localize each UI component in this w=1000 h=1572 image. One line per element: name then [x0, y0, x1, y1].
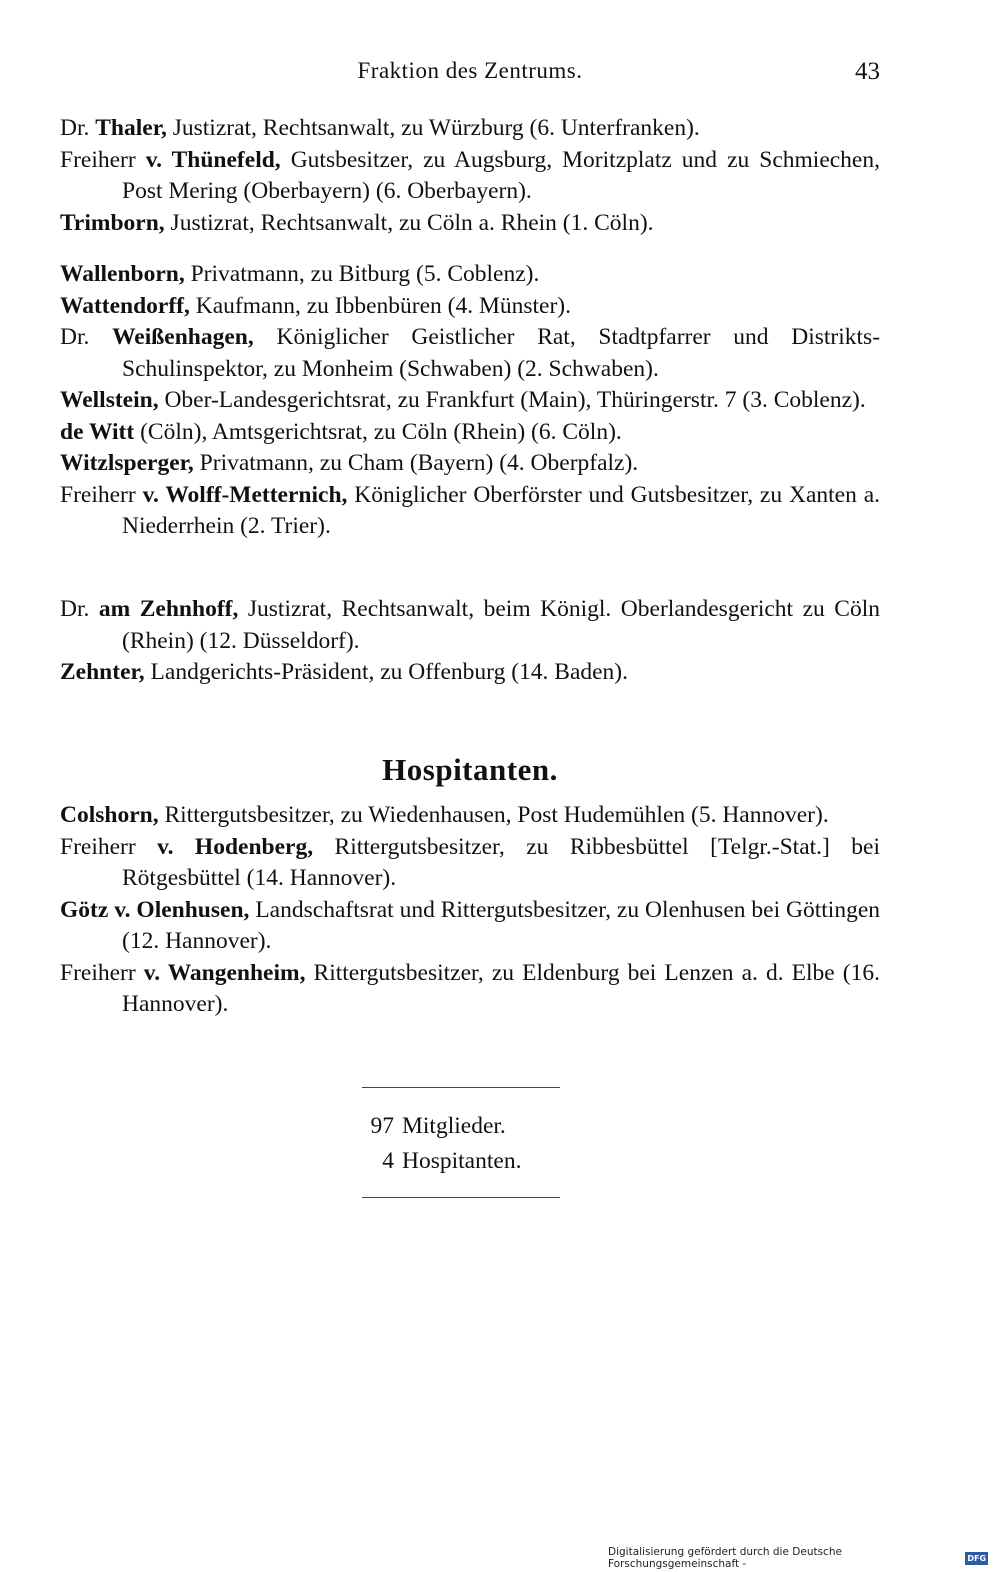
entry-name: v. Hodenberg,	[157, 833, 314, 860]
list-entry	[60, 385, 880, 417]
entry-name: Götz v. Olenhusen,	[60, 896, 250, 923]
entry-name: Colshorn,	[60, 802, 159, 828]
summary-count: 4	[382, 1148, 394, 1174]
entry-title-prefix: Freiherr	[60, 481, 136, 508]
summary-row-members	[360, 1109, 620, 1144]
list-entry	[60, 291, 880, 323]
digitization-footer	[608, 1546, 988, 1570]
entry-details: Privatmann, zu Cham (Bayern) (4. Oberpfalz).	[199, 450, 639, 476]
entry-title-prefix: Dr.	[60, 115, 90, 141]
entry-name: Zehnter,	[60, 659, 145, 685]
entry-title-prefix: Freiherr	[60, 959, 136, 986]
running-title: Fraktion des Zentrums.	[357, 58, 583, 83]
list-entry	[60, 832, 880, 895]
entry-name: Wattendorff,	[60, 292, 190, 319]
summary-count: 97	[370, 1113, 394, 1139]
entry-details: Rittergutsbesitzer, zu Eldenburg bei Lenzen a. d. Elbe (16. Hannover).	[122, 959, 880, 1017]
entry-details: Rittergutsbesitzer, zu Wiedenhausen, Post Hudemühlen (5. Hannover).	[164, 802, 829, 828]
list-entry	[60, 594, 880, 657]
list-entry	[60, 657, 880, 689]
entry-title-prefix: Freiherr	[60, 146, 136, 173]
entry-details: Justizrat, Rechtsanwalt, zu Cöln a. Rhein (1. Cöln).	[170, 209, 654, 236]
summary-label: Hospitanten.	[402, 1148, 522, 1174]
section-heading-hospitanten: Hospitanten.	[382, 752, 558, 787]
entry-details: Justizrat, Rechtsanwalt, beim Königl. Oberlandesgericht zu Cöln (Rhein) (12. Düsseldorf).	[122, 596, 881, 654]
list-entry	[60, 208, 880, 240]
list-entry	[60, 145, 880, 208]
entry-details: Ober-Landesgerichtsrat, zu Frankfurt (Main), Thüringerstr. 7 (3. Coblenz).	[164, 387, 866, 413]
list-entry	[60, 448, 880, 480]
entry-name: de Witt	[60, 418, 135, 445]
entry-name: v. Wangenheim,	[143, 959, 306, 986]
list-entry	[60, 322, 880, 385]
membership-summary	[360, 1109, 620, 1179]
entry-name: am Zehnhoff,	[98, 596, 239, 622]
entry-title-prefix: Dr.	[60, 324, 90, 350]
page-header	[60, 58, 880, 92]
entry-title-prefix: Freiherr	[60, 833, 136, 860]
entry-title-prefix: Dr.	[60, 596, 90, 622]
summary-label: Mitglieder.	[402, 1113, 506, 1139]
entry-name: Wallenborn,	[60, 261, 185, 287]
summary-divider-top	[362, 1087, 560, 1088]
entry-details: Königlicher Geistlicher Rat, Stadtpfarrer und Distrikts-Schulinspektor, zu Monheim (Schwaben) (2. Schwaben).	[122, 324, 881, 382]
entry-name: Weißenhagen,	[112, 324, 254, 350]
list-entry	[60, 417, 880, 449]
entry-details: Rittergutsbesitzer, zu Ribbesbüttel [Telgr.-Stat.] bei Rötgesbüttel (14. Hannover).	[122, 833, 881, 891]
list-entry	[60, 800, 880, 832]
entry-name: Wellstein,	[60, 387, 159, 413]
list-entry	[60, 259, 880, 291]
entry-details: (Cöln), Amtsgerichtsrat, zu Cöln (Rhein) (6. Cöln).	[140, 418, 622, 445]
entry-name: Trimborn,	[60, 209, 165, 236]
entry-details: Landgerichts-Präsident, zu Offenburg (14. Baden).	[150, 659, 629, 685]
entry-name: v. Wolff-Metternich,	[142, 481, 348, 508]
entry-name: Thaler,	[95, 115, 167, 141]
list-entry	[60, 480, 880, 543]
entry-details: Landschaftsrat und Rittergutsbesitzer, zu Olenhusen bei Göttingen (12. Hannover).	[122, 896, 881, 954]
member-list-group	[60, 594, 880, 689]
footer-text: Digitalisierung gefördert durch die Deutsche Forschungsgemeinschaft -	[608, 1546, 842, 1570]
entry-details: Königlicher Oberförster und Gutsbesitzer, zu Xanten a. Niederrhein (2. Trier).	[122, 481, 881, 539]
entry-details: Justizrat, Rechtsanwalt, zu Würzburg (6. Unterfranken).	[172, 115, 700, 141]
list-entry	[60, 958, 880, 1021]
member-list-group	[60, 113, 880, 239]
entry-name: Witzlsperger,	[60, 450, 194, 476]
entry-details: Gutsbesitzer, zu Augsburg, Moritzplatz und zu Schmiechen, Post Mering (Oberbayern) (6. Oberbayern).	[122, 146, 880, 204]
member-list-group	[60, 259, 880, 543]
summary-row-guests	[360, 1144, 620, 1179]
page-number: 43	[855, 58, 880, 85]
summary-divider-bottom	[362, 1197, 560, 1198]
entry-details: Privatmann, zu Bitburg (5. Coblenz).	[190, 261, 540, 287]
list-entry	[60, 113, 880, 145]
list-entry	[60, 895, 880, 958]
dfg-logo: DFG	[967, 1553, 987, 1563]
guest-list-group	[60, 800, 880, 1021]
entry-name: v. Thünefeld,	[145, 146, 281, 173]
entry-details: Kaufmann, zu Ibbenbüren (4. Münster).	[195, 292, 571, 319]
